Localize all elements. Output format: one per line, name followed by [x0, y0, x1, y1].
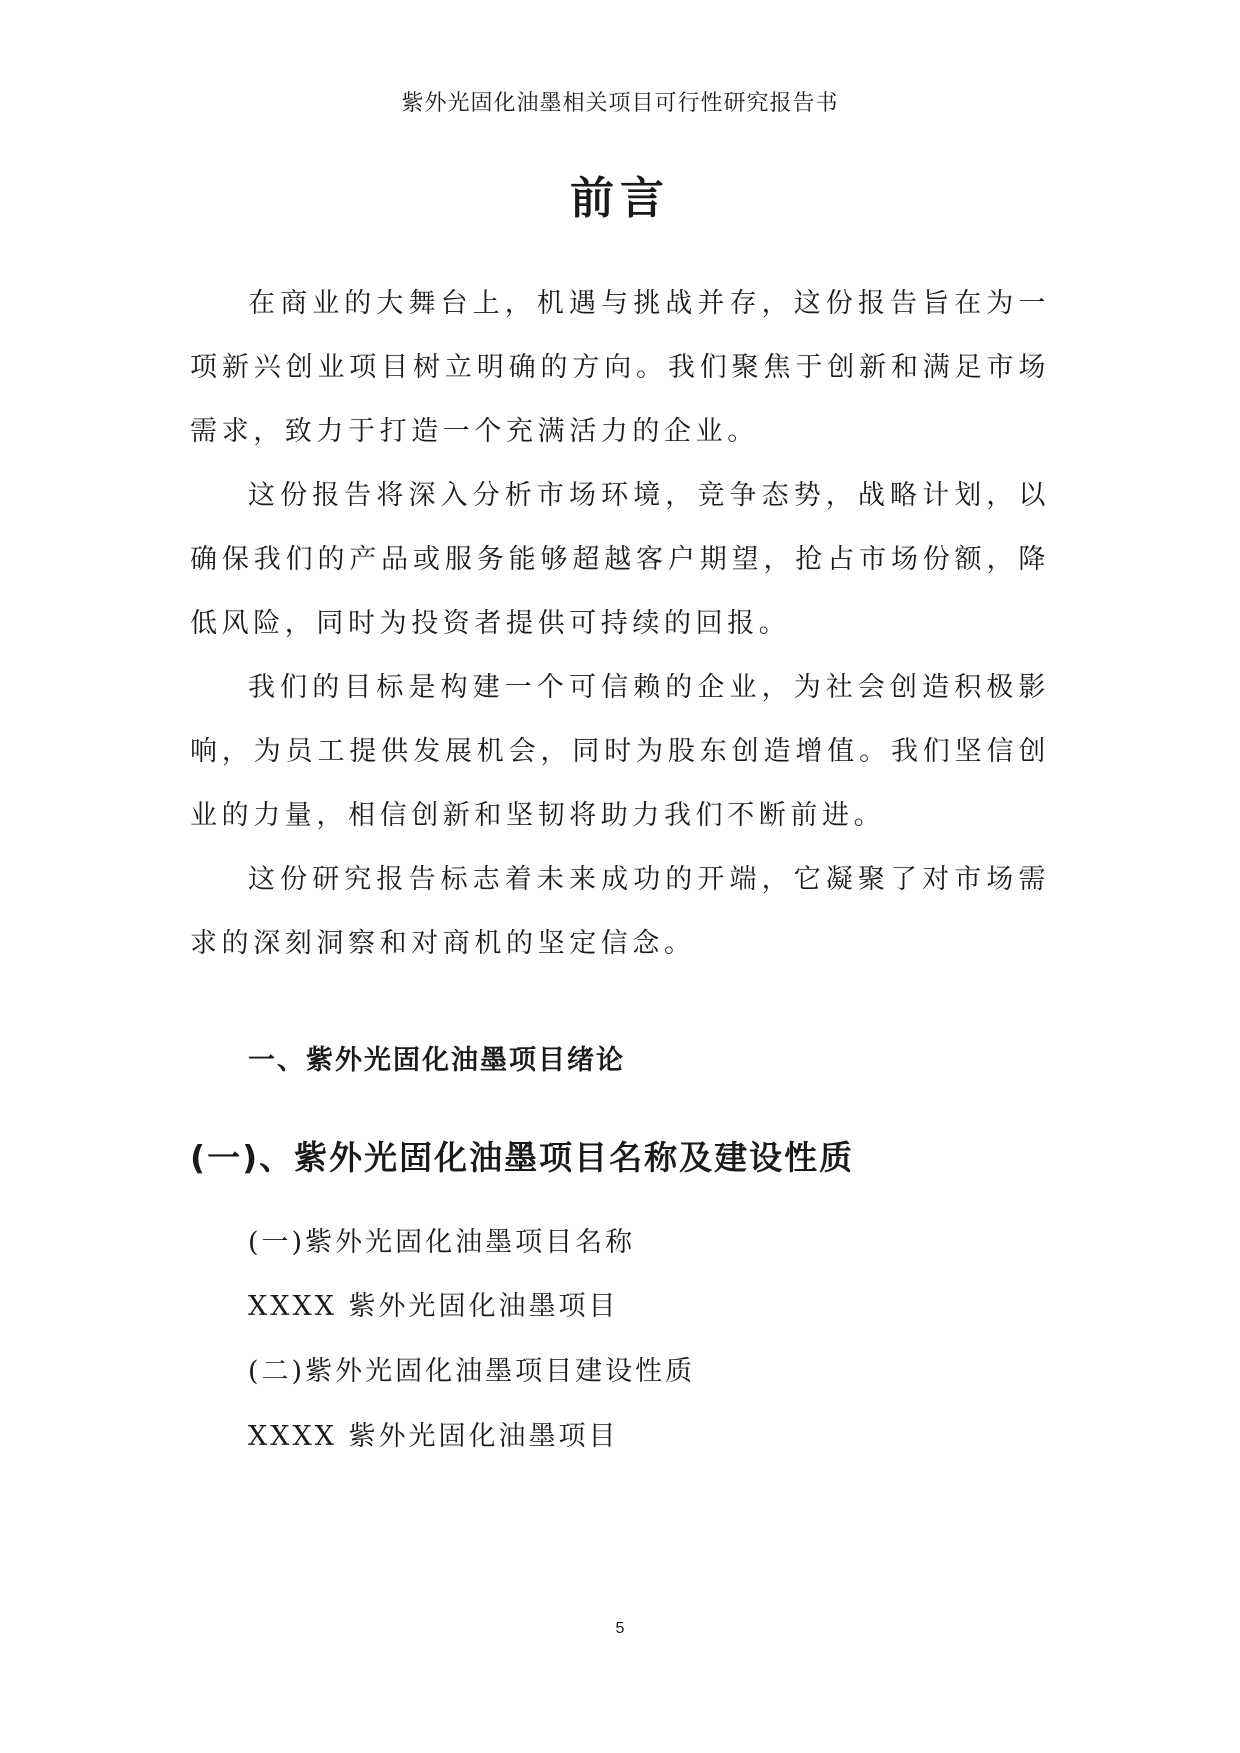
running-header: 紫外光固化油墨相关项目可行性研究报告书 [401, 91, 839, 116]
subsection-heading: (一)、紫外光固化油墨项目名称及建设性质 [190, 1138, 855, 1177]
page-number: 5 [615, 1620, 625, 1637]
preface-paragraph-2: 这份报告将深入分析市场环境，竞争态势，战略计划，以确保我们的产品或服务能够超越客户期望，抢占市场份额，降低风险，同时为投资者提供可持续的回报。 [190, 480, 1050, 639]
item-project-name-value: XXXX 紫外光固化油墨项目 [248, 1291, 619, 1322]
preface-paragraph-4: 这份研究报告标志着未来成功的开端，它凝聚了对市场需求的深刻洞察和对商机的坚定信念。 [190, 864, 1050, 959]
preface-paragraph-1: 在商业的大舞台上，机遇与挑战并存，这份报告旨在为一项新兴创业项目树立明确的方向。我们聚焦于创新和满足市场需求，致力于打造一个充满活力的企业。 [190, 288, 1050, 447]
preface-paragraph-3: 我们的目标是构建一个可信赖的企业，为社会创造积极影响，为员工提供发展机会，同时为股东创造增值。我们坚信创业的力量，相信创新和坚韧将助力我们不断前进。 [190, 672, 1050, 831]
item-construction-nature-value: XXXX 紫外光固化油墨项目 [248, 1421, 619, 1452]
section-heading: 一、紫外光固化油墨项目绪论 [248, 1045, 625, 1076]
preface-body [190, 272, 1050, 976]
item-construction-nature-label: (二)紫外光固化油墨项目建设性质 [248, 1356, 696, 1387]
item-project-name-label: (一)紫外光固化油墨项目名称 [248, 1227, 636, 1258]
preface-title: 前言 [570, 173, 670, 224]
